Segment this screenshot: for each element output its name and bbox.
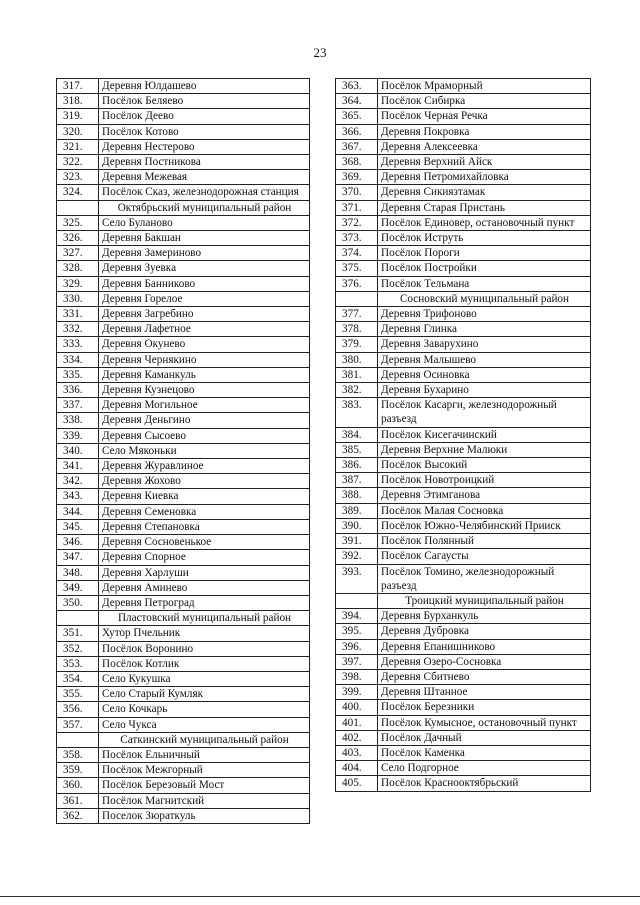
table-row: [57, 109, 310, 124]
settlement-name: Посёлок Высокий: [378, 458, 591, 473]
settlement-name: Деревня Журавлиное: [99, 459, 310, 474]
table-row: [336, 352, 591, 367]
table-row: [57, 215, 310, 230]
settlement-name: Посёлок Полянный: [378, 534, 591, 549]
table-row: [336, 715, 591, 730]
table-row: [336, 246, 591, 261]
row-number: 329.: [57, 276, 99, 291]
table-row: [57, 352, 310, 367]
settlement-name: Деревня Бурханкуль: [378, 609, 591, 624]
table-row: [336, 79, 591, 94]
settlement-name: Деревня Озеро-Сосновка: [378, 654, 591, 669]
table-row: [336, 730, 591, 745]
table-row: [57, 124, 310, 139]
row-number: 360.: [57, 778, 99, 793]
settlement-name: Деревня Могильное: [99, 398, 310, 413]
settlement-name: Деревня Старая Пристань: [378, 200, 591, 215]
row-number: 401.: [336, 715, 378, 730]
table-row: [336, 383, 591, 398]
table-row: [336, 503, 591, 518]
row-number: 397.: [336, 654, 378, 669]
table-row: [57, 489, 310, 504]
table-row: [57, 383, 310, 398]
row-number: 330.: [57, 291, 99, 306]
settlement-name: Деревня Каманкуль: [99, 367, 310, 382]
bottom-divider: [0, 896, 640, 897]
row-number: 359.: [57, 763, 99, 778]
row-number: 394.: [336, 609, 378, 624]
row-number: 368.: [336, 155, 378, 170]
settlement-name: Деревня Бухарино: [378, 383, 591, 398]
row-number: 350.: [57, 595, 99, 610]
settlement-name: Поселок Зюраткуль: [99, 808, 310, 823]
table-row: [336, 322, 591, 337]
district-heading-row: [336, 291, 591, 306]
district-heading-row: [336, 593, 591, 608]
table-row: [57, 428, 310, 443]
row-number: 334.: [57, 352, 99, 367]
table-row: [57, 79, 310, 94]
row-number: 331.: [57, 307, 99, 322]
row-number: 402.: [336, 730, 378, 745]
settlement-name: Село Буланово: [99, 215, 310, 230]
row-number: 393.: [336, 564, 378, 593]
settlement-name: Деревня Межевая: [99, 170, 310, 185]
settlement-name: Деревня Глинка: [378, 322, 591, 337]
row-number: 320.: [57, 124, 99, 139]
row-number: 355.: [57, 687, 99, 702]
row-number: 317.: [57, 79, 99, 94]
settlement-name: Посёлок Единовер, остановочный пункт: [378, 215, 591, 230]
row-number: 338.: [57, 413, 99, 428]
table-row: [336, 139, 591, 154]
table-row: [336, 700, 591, 715]
table-row: [57, 717, 310, 732]
settlement-name: Деревня Чернякино: [99, 352, 310, 367]
table-row: [57, 322, 310, 337]
table-row: [57, 413, 310, 428]
table-row: [336, 200, 591, 215]
row-number: 377.: [336, 307, 378, 322]
row-number: 358.: [57, 747, 99, 762]
row-number: 318.: [57, 94, 99, 109]
settlement-name: Посёлок Березники: [378, 700, 591, 715]
row-number: 353.: [57, 656, 99, 671]
row-number: 405.: [336, 776, 378, 791]
settlement-name: Посёлок Каменка: [378, 745, 591, 760]
settlement-name: Посёлок Межгорный: [99, 763, 310, 778]
settlement-name: Посёлок Сагаусты: [378, 549, 591, 564]
table-row: [57, 291, 310, 306]
settlement-name: Посёлок Ельничный: [99, 747, 310, 762]
table-row: [57, 565, 310, 580]
row-number: 345.: [57, 519, 99, 534]
settlement-name: Посёлок Тельмана: [378, 276, 591, 291]
table-row: [57, 231, 310, 246]
row-number: 336.: [57, 383, 99, 398]
table-row: [336, 276, 591, 291]
row-number: 390.: [336, 518, 378, 533]
row-number: 332.: [57, 322, 99, 337]
settlement-name: Деревня Зуевка: [99, 261, 310, 276]
settlement-name: Хутор Пчельник: [99, 626, 310, 641]
row-number: 380.: [336, 352, 378, 367]
settlement-name: Посёлок Сибирка: [378, 94, 591, 109]
row-number: 326.: [57, 231, 99, 246]
settlement-name: Деревня Епанишниково: [378, 639, 591, 654]
row-number: 370.: [336, 185, 378, 200]
table-row: [57, 185, 310, 200]
table-row: [57, 778, 310, 793]
row-number: 383.: [336, 398, 378, 427]
settlement-name: Деревня Семеновка: [99, 504, 310, 519]
settlement-name: Деревня Верхний Айск: [378, 155, 591, 170]
row-number: [336, 291, 378, 306]
table-row: [336, 488, 591, 503]
row-number: 396.: [336, 639, 378, 654]
table-row: [57, 671, 310, 686]
district-heading: Пластовский муниципальный район: [99, 611, 310, 626]
settlement-name: Деревня Горелое: [99, 291, 310, 306]
table-row: [336, 109, 591, 124]
district-heading-row: [57, 611, 310, 626]
table-row: [57, 702, 310, 717]
settlement-name: Посёлок Беляево: [99, 94, 310, 109]
settlement-name: Село Подгорное: [378, 761, 591, 776]
row-number: 366.: [336, 124, 378, 139]
table-row: [336, 170, 591, 185]
table-row: [336, 124, 591, 139]
table-row: [57, 459, 310, 474]
settlement-name: Село Кукушка: [99, 671, 310, 686]
table-row: [57, 519, 310, 534]
row-number: 337.: [57, 398, 99, 413]
row-number: 365.: [336, 109, 378, 124]
row-number: 321.: [57, 139, 99, 154]
settlement-name: Посёлок Черная Речка: [378, 109, 591, 124]
table-row: [57, 641, 310, 656]
row-number: 342.: [57, 474, 99, 489]
settlement-name: Деревня Нестерово: [99, 139, 310, 154]
settlement-name: Деревня Банниково: [99, 276, 310, 291]
settlement-name: Деревня Сбитнево: [378, 669, 591, 684]
row-number: 354.: [57, 671, 99, 686]
row-number: 391.: [336, 534, 378, 549]
row-number: 324.: [57, 185, 99, 200]
row-number: 398.: [336, 669, 378, 684]
row-number: [57, 200, 99, 215]
settlement-name: Посёлок Магнитский: [99, 793, 310, 808]
settlement-name: Село Старый Кумляк: [99, 687, 310, 702]
settlement-name: Деревня Петроград: [99, 595, 310, 610]
settlement-name: Деревня Заварухино: [378, 337, 591, 352]
row-number: 400.: [336, 700, 378, 715]
settlement-name: Деревня Юлдашево: [99, 79, 310, 94]
row-number: [57, 732, 99, 747]
row-number: 333.: [57, 337, 99, 352]
table-row: [57, 155, 310, 170]
table-row: [57, 808, 310, 823]
settlement-name: Посёлок Деево: [99, 109, 310, 124]
table-row: [336, 231, 591, 246]
settlement-name: Деревня Сикиязтамак: [378, 185, 591, 200]
settlement-name: Посёлок Малая Сосновка: [378, 503, 591, 518]
row-number: 399.: [336, 685, 378, 700]
table-row: [336, 609, 591, 624]
row-number: 356.: [57, 702, 99, 717]
district-heading-row: [57, 732, 310, 747]
row-number: 349.: [57, 580, 99, 595]
settlement-name: Деревня Штанное: [378, 685, 591, 700]
row-number: 319.: [57, 109, 99, 124]
row-number: 341.: [57, 459, 99, 474]
row-number: 343.: [57, 489, 99, 504]
settlement-name: Деревня Жохово: [99, 474, 310, 489]
table-row: [336, 534, 591, 549]
table-row: [57, 170, 310, 185]
settlement-table-right-body: [336, 79, 591, 792]
table-row: [57, 550, 310, 565]
row-number: 386.: [336, 458, 378, 473]
row-number: 347.: [57, 550, 99, 565]
settlement-name: Деревня Спорное: [99, 550, 310, 565]
settlement-name: Посёлок Березовый Мост: [99, 778, 310, 793]
table-row: [57, 474, 310, 489]
row-number: 325.: [57, 215, 99, 230]
page-number: 23: [313, 45, 327, 60]
row-number: 389.: [336, 503, 378, 518]
settlement-name: Деревня Аминево: [99, 580, 310, 595]
district-heading: Троицкий муниципальный район: [378, 593, 591, 608]
row-number: 369.: [336, 170, 378, 185]
settlement-name: Деревня Степановка: [99, 519, 310, 534]
table-row: [336, 427, 591, 442]
row-number: 367.: [336, 139, 378, 154]
row-number: 346.: [57, 535, 99, 550]
row-number: 395.: [336, 624, 378, 639]
settlement-name: Посёлок Кисегачинский: [378, 427, 591, 442]
row-number: 373.: [336, 231, 378, 246]
settlement-name: Деревня Окунево: [99, 337, 310, 352]
table-row: [336, 473, 591, 488]
settlement-name: Посёлок Иструть: [378, 231, 591, 246]
settlement-name: Посёлок Котово: [99, 124, 310, 139]
table-row: [57, 626, 310, 641]
row-number: 382.: [336, 383, 378, 398]
row-number: 335.: [57, 367, 99, 382]
row-number: 387.: [336, 473, 378, 488]
row-number: 375.: [336, 261, 378, 276]
settlement-name: Деревня Петромихайловка: [378, 170, 591, 185]
table-row: [57, 763, 310, 778]
district-heading: Октябрьский муниципальный район: [99, 200, 310, 215]
settlement-name: Село Мяконьки: [99, 443, 310, 458]
table-row: [57, 687, 310, 702]
table-row: [57, 747, 310, 762]
table-row: [57, 276, 310, 291]
table-row: [336, 624, 591, 639]
table-row: [57, 246, 310, 261]
table-row: [336, 442, 591, 457]
table-row: [57, 337, 310, 352]
settlement-name: Посёлок Кумысное, остановочный пункт: [378, 715, 591, 730]
row-number: 378.: [336, 322, 378, 337]
settlement-name: Деревня Деньгино: [99, 413, 310, 428]
table-row: [336, 745, 591, 760]
table-row: [57, 580, 310, 595]
table-row: [57, 504, 310, 519]
table-row: [336, 549, 591, 564]
table-row: [57, 307, 310, 322]
settlement-name: Посёлок Воронино: [99, 641, 310, 656]
table-row: [336, 367, 591, 382]
settlement-name: Посёлок Южно-Челябинский Прииск: [378, 518, 591, 533]
settlement-name: Посёлок Мраморный: [378, 79, 591, 94]
settlement-table-left-body: [57, 79, 310, 824]
row-number: 348.: [57, 565, 99, 580]
row-number: 381.: [336, 367, 378, 382]
settlement-name: Деревня Кузнецово: [99, 383, 310, 398]
settlement-name: Посёлок Томино, железнодорожный разъезд: [378, 564, 591, 593]
settlement-name: Деревня Харлуши: [99, 565, 310, 580]
table-row: [57, 398, 310, 413]
settlement-name: Посёлок Пороги: [378, 246, 591, 261]
settlement-name: Посёлок Котлик: [99, 656, 310, 671]
row-number: 385.: [336, 442, 378, 457]
table-row: [57, 443, 310, 458]
settlement-name: Деревня Постникова: [99, 155, 310, 170]
row-number: 340.: [57, 443, 99, 458]
settlement-name: Деревня Сосновенькое: [99, 535, 310, 550]
table-row: [336, 761, 591, 776]
table-row: [336, 155, 591, 170]
table-row: [336, 215, 591, 230]
row-number: 351.: [57, 626, 99, 641]
table-row: [336, 261, 591, 276]
table-row: [57, 94, 310, 109]
table-row: [57, 139, 310, 154]
settlement-name: Деревня Осиновка: [378, 367, 591, 382]
settlement-name: Село Кочкарь: [99, 702, 310, 717]
row-number: 379.: [336, 337, 378, 352]
row-number: 352.: [57, 641, 99, 656]
row-number: 323.: [57, 170, 99, 185]
table-row: [57, 595, 310, 610]
row-number: 361.: [57, 793, 99, 808]
settlement-name: Деревня Трифоново: [378, 307, 591, 322]
table-row: [336, 639, 591, 654]
settlement-table-right: [335, 78, 591, 792]
settlement-name: Деревня Дубровка: [378, 624, 591, 639]
row-number: 403.: [336, 745, 378, 760]
row-number: 374.: [336, 246, 378, 261]
row-number: 363.: [336, 79, 378, 94]
settlement-name: Посёлок Постройки: [378, 261, 591, 276]
table-row: [57, 367, 310, 382]
settlement-name: Посёлок Касарги, железнодорожный разъезд: [378, 398, 591, 427]
row-number: [57, 611, 99, 626]
table-row: [336, 185, 591, 200]
table-row: [336, 685, 591, 700]
settlement-name: Деревня Лафетное: [99, 322, 310, 337]
settlement-name: Деревня Малышево: [378, 352, 591, 367]
settlement-table-left: [56, 78, 310, 824]
settlement-name: Посёлок Краснооктябрьский: [378, 776, 591, 791]
settlement-name: Посёлок Новотроицкий: [378, 473, 591, 488]
district-heading: Саткинский муниципальный район: [99, 732, 310, 747]
row-number: 384.: [336, 427, 378, 442]
table-row: [57, 535, 310, 550]
table-row: [336, 94, 591, 109]
row-number: 392.: [336, 549, 378, 564]
district-heading-row: [57, 200, 310, 215]
settlement-name: Село Чукса: [99, 717, 310, 732]
row-number: 328.: [57, 261, 99, 276]
row-number: 339.: [57, 428, 99, 443]
table-row: [336, 337, 591, 352]
row-number: 357.: [57, 717, 99, 732]
table-row: [336, 398, 591, 427]
table-row: [336, 776, 591, 791]
settlement-name: Деревня Верхние Малюки: [378, 442, 591, 457]
row-number: 388.: [336, 488, 378, 503]
settlement-name: Посёлок Сказ, железнодорожная станция: [99, 185, 310, 200]
row-number: 371.: [336, 200, 378, 215]
settlement-name: Деревня Замериново: [99, 246, 310, 261]
settlement-name: Деревня Покровка: [378, 124, 591, 139]
district-heading: Сосновский муниципальный район: [378, 291, 591, 306]
settlement-name: Деревня Загребино: [99, 307, 310, 322]
table-row: [57, 261, 310, 276]
table-row: [336, 564, 591, 593]
table-row: [57, 656, 310, 671]
row-number: 376.: [336, 276, 378, 291]
table-row: [336, 307, 591, 322]
row-number: 327.: [57, 246, 99, 261]
row-number: 404.: [336, 761, 378, 776]
row-number: [336, 593, 378, 608]
settlement-name: Деревня Этимганова: [378, 488, 591, 503]
row-number: 372.: [336, 215, 378, 230]
table-row: [336, 654, 591, 669]
settlement-name: Деревня Бакшан: [99, 231, 310, 246]
row-number: 344.: [57, 504, 99, 519]
row-number: 364.: [336, 94, 378, 109]
table-row: [336, 458, 591, 473]
row-number: 322.: [57, 155, 99, 170]
settlement-name: Деревня Алексеевка: [378, 139, 591, 154]
table-row: [336, 669, 591, 684]
table-row: [336, 518, 591, 533]
settlement-name: Деревня Киевка: [99, 489, 310, 504]
table-row: [57, 793, 310, 808]
row-number: 362.: [57, 808, 99, 823]
settlement-name: Деревня Сысоево: [99, 428, 310, 443]
settlement-name: Посёлок Дачный: [378, 730, 591, 745]
